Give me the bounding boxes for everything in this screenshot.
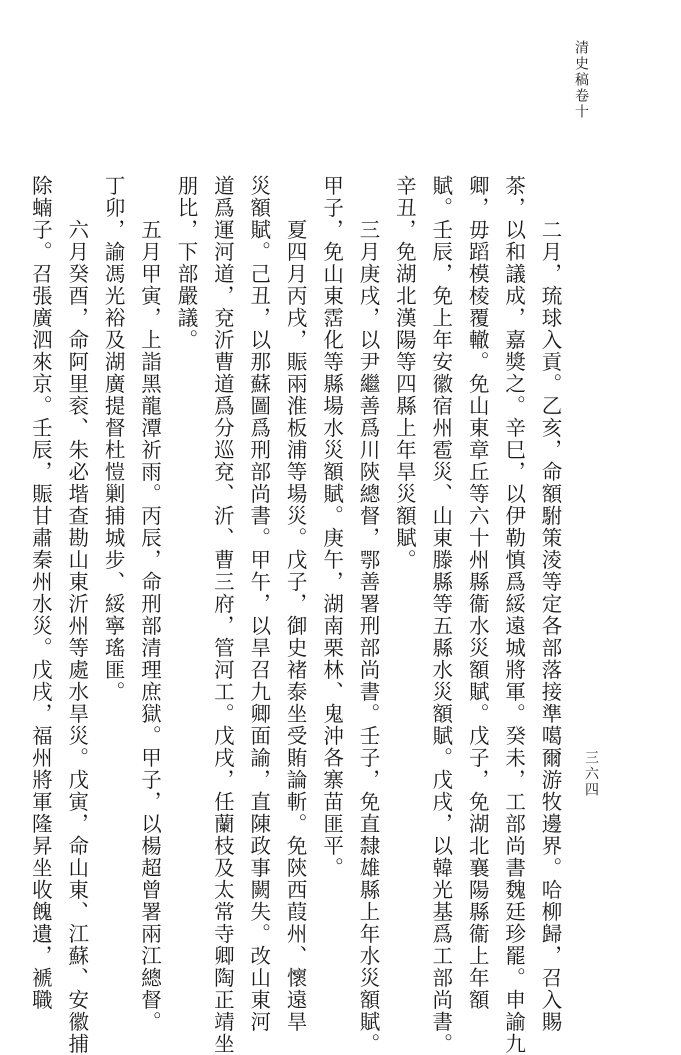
text-column: 六月癸酉，命阿里衮、朱必堦查勘山東沂州等處水旱災。戊寅，命山東、江蘇、安徽捕 bbox=[64, 219, 89, 1055]
text-column: 朋比，下部嚴議。 bbox=[173, 175, 198, 351]
body-text bbox=[22, 175, 568, 1055]
text-column: 三月庚戌，以尹繼善爲川陝總督，鄂善署刑部尚書。壬子，免直隸雄縣上年水災額賦。 bbox=[355, 219, 380, 1055]
text-column: 夏四月丙戌，賑兩淮板浦等場災。戊子，御史褚泰坐受賄論斬。免陝西葭州、懷遠旱 bbox=[283, 219, 308, 1033]
text-column: 辛丑，免湖北漢陽等四縣上年旱災額賦。 bbox=[392, 175, 417, 571]
text-column: 卿，毋蹈模棱覆轍。免山東章丘等六十州縣衞水災額賦。戊子，免湖北襄陽縣衞上年額 bbox=[465, 175, 490, 1011]
text-column: 甲子，免山東霑化等縣場水災額賦。庚午，湖南栗林、鬼沖各寨苗匪平。 bbox=[319, 175, 344, 879]
page-number: 三六四 bbox=[583, 750, 599, 798]
text-column: 賦。壬辰，免上年安徽宿州雹災、山東滕縣等五縣水災額賦。戊戌，以韓光基爲工部尚書。 bbox=[428, 175, 453, 1055]
text-column: 道爲運河道，兗沂曹道爲分巡兗、沂、曹三府，管河工。戊戌，任蘭枝及太常寺卿陶正靖坐 bbox=[210, 175, 235, 1055]
text-column: 災額賦。己丑，以那蘇圖爲刑部尚書。甲午，以旱召九卿面諭，直陳政事闕失。改山東河 bbox=[246, 175, 271, 1033]
text-column: 丁卯，諭馮光裕及湖廣提督杜愷剿捕城步、綏寧瑤匪。 bbox=[101, 175, 126, 703]
running-header: 清史稿卷十 bbox=[573, 40, 589, 120]
text-column: 二月，琉球入貢。乙亥，命額駙策淩等定各部落接準噶爾游牧邊界。哈柳歸，召入賜 bbox=[538, 219, 562, 1033]
text-column: 除蝻子。召張廣泗來京。壬辰，賑甘肅秦州水災。戊戌，福州將軍隆昇坐收餽遺，褫職 bbox=[28, 175, 53, 1011]
text-column: 茶，以和議成，嘉獎之。辛巳，以伊勒慎爲綏遠城將軍。癸未，工部尚書魏廷珍罷。申諭九 bbox=[501, 175, 526, 1055]
text-column: 五月甲寅，上詣黑龍潭祈雨。丙辰，命刑部清理庶獄。甲子，以楊超曾署兩江總督。 bbox=[137, 219, 162, 1033]
